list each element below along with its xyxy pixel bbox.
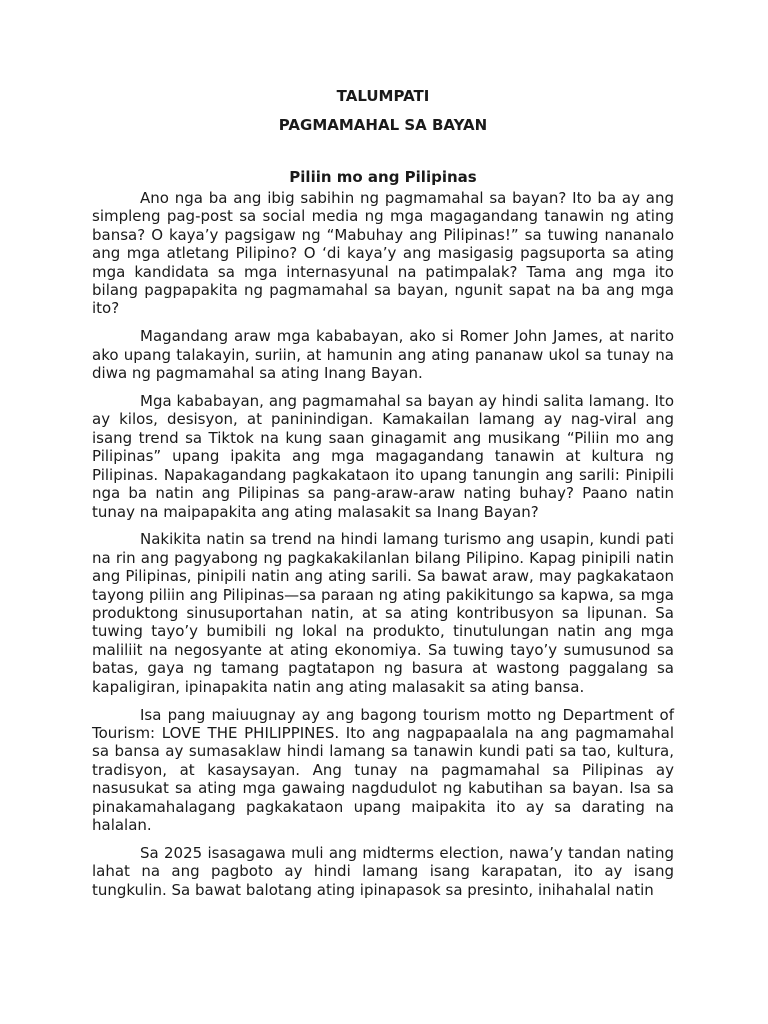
paragraph: Mga kababayan, ang pagmamahal sa bayan ay hindi salita lamang. Ito ay kilos, desisyon, at paninindigan. Kamakailan lamang ay nag-viral ang isang trend sa Tiktok na kung saan ginagamit ang musikang “Piliin mo ang Pilipinas” upang ipakita ang mga magagandang tanawin at kultura ng Pilipinas. Napakagandang pagkakataon ito upang tanungin ang sarili: Pinipili nga ba natin ang Pilipinas sa pang-araw-araw nating buhay? Paano natin tunay na maipapakita ang ating malasakit sa Inang Bayan? xyxy=(92,392,674,521)
speech-subtitle: Piliin mo ang Pilipinas xyxy=(289,168,477,186)
paragraph: Isa pang maiuugnay ay ang bagong tourism motto ng Department of Tourism: LOVE THE PHILIPPINES. Ito ang nagpapaalala na ang pagmamahal sa bansa ay sumasaklaw hindi lamang sa tanawin kundi pati sa tao, kultura, tradisyon, at kasaysayan. Ang tunay na pagmamahal sa Pilipinas ay nasusukat sa ating mga gawaing nagdudulot ng kabutihan sa bayan. Isa sa pinakamahalagang pagkakataon upang maipakita ito ay sa darating na halalan. xyxy=(92,705,674,834)
paragraph: Sa 2025 isasagawa muli ang midterms election, nawa’y tandan nating lahat na ang pagboto ay hindi lamang isang karapatan, ito ay isang tungkulin. Sa bawat balotang ating ipinapasok sa presinto, inihahalal natin xyxy=(92,843,674,899)
document-topic: PAGMAMAHAL SA BAYAN xyxy=(278,116,488,134)
paragraph: Magandang araw mga kababayan, ako si Romer John James, at narito ako upang talakayin, suriin, at hamunin ang ating pananaw ukol sa tunay na diwa ng pagmamahal sa ating Inang Bayan. xyxy=(92,327,674,383)
paragraph: Ano nga ba ang ibig sabihin ng pagmamahal sa bayan? Ito ba ay ang simpleng pag-post sa social media ng mga magagandang tanawin ng ating bansa? O kaya’y pagsigaw ng “Mabuhay ang Pilipinas!” sa tuwing nananalo ang mga atletang Pilipino? O ‘di kaya’y ang masigasig pagsuporta sa ating mga kandidata sa mga internasyunal na patimpalak? Tama ang mga ito bilang pagpapakita ng pagmamahal sa bayan, ngunit sapat na ba ang mga ito? xyxy=(92,189,674,318)
paragraph: Nakikita natin sa trend na hindi lamang turismo ang usapin, kundi pati na rin ang pagyabong ng pagkakakilanlan bilang Pilipino. Kapag pinipili natin ang Pilipinas, pinipili natin ang ating sarili. Sa bawat araw, may pagkakataon tayong piliin ang Pilipinas—sa paraan ng ating pakikitungo sa kapwa, sa mga produktong sinusuportahan natin, at sa ating kontribusyon sa lipunan. Sa tuwing tayo’y bumibili ng lokal na produkto, tinutulungan natin ang mga maliliit na negosyante at ating ekonomiya. Sa tuwing tayo’y sumusunod sa batas, gaya ng tamang pagtatapon ng basura at wastong paggalang sa kapaligiran, ipinapakita natin ang ating malasakit sa ating bansa. xyxy=(92,530,674,696)
document-page xyxy=(92,86,674,909)
document-title: TALUMPATI xyxy=(336,87,430,105)
